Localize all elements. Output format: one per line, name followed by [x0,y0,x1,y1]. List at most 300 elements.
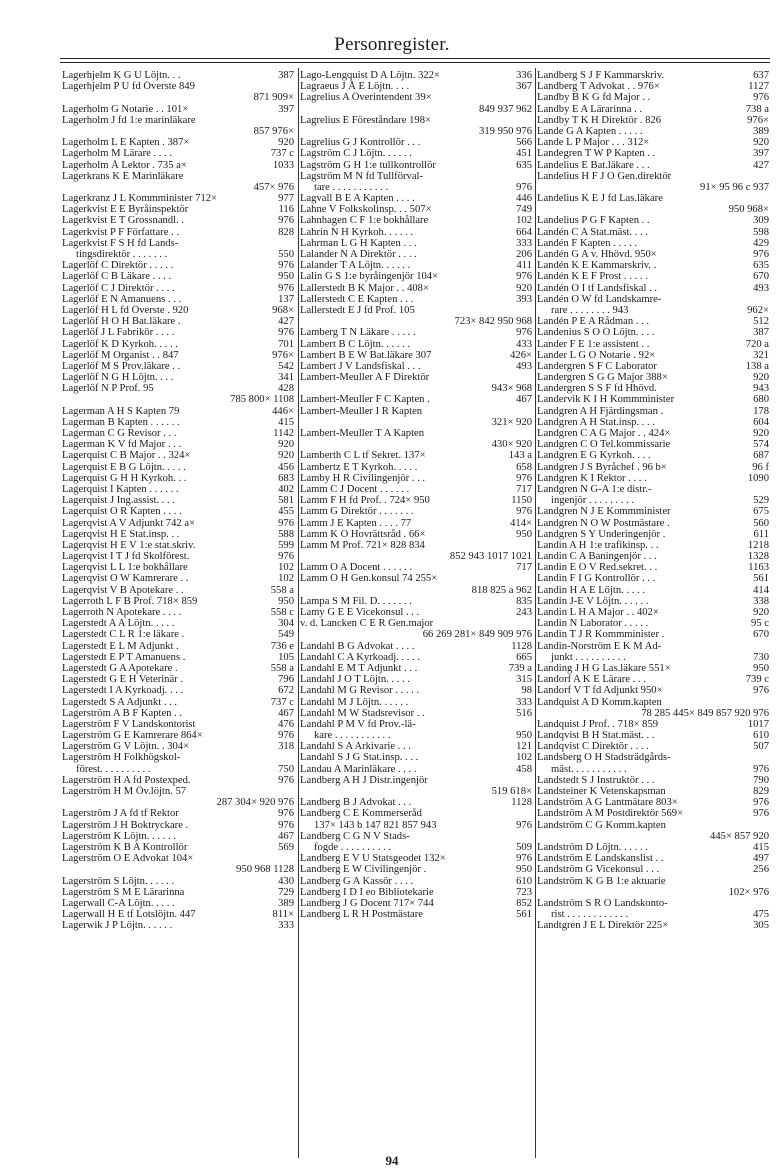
entry-name: Landstedt S J Instruktör . . . [537,774,655,786]
register-entry [62,193,294,204]
entry-pages: 287 304× 920 976 [216,797,294,809]
entry-name: Landgren K I Rektor . . . . [537,472,647,484]
entry-pages: 493 [516,360,532,372]
entry-name: Landby B K G fd Major . . [537,92,651,104]
register-entry [300,394,532,405]
register-entry [62,820,294,831]
register-entry [300,853,532,864]
entry-name: Landelius E Bat.läkare . . . [537,159,650,171]
register-entry [300,294,532,305]
register-entry [62,607,294,618]
entry-pages: 458 [516,763,532,775]
entry-name: Landahl M G Revisor . . . . . [300,685,420,697]
entry-name: Landelius P G F Kapten . . [537,215,650,227]
entry-pages: 729 [278,886,294,898]
entry-name: Landin T J R Kommminister . [537,629,665,641]
entry-pages: 96 f [752,461,769,473]
register-entry [537,160,769,171]
entry-pages: 680 [753,394,769,406]
entry-name: Lagerström J H Boktryckare . [62,819,189,831]
entry-name: Landahl E M T Adjunkt . . . [300,662,418,674]
entry-name: Lagerlöf C J Direktör . . . . [62,282,175,294]
register-entry [300,171,532,182]
register-entry [537,820,769,831]
register-entry [62,663,294,674]
register-entry [300,529,532,540]
register-entry [537,126,769,137]
register-entry [300,372,532,383]
register-entry [537,238,769,249]
entry-pages: 387 [278,70,294,81]
entry-pages: 433 [516,338,532,350]
register-entry [537,808,769,819]
register-entry [62,495,294,506]
register-entry [300,540,532,551]
entry-name: Lagerwall C-A Löjtn. . . . . [62,897,175,909]
register-entry [537,663,769,674]
register-entry [537,831,769,842]
register-entry [300,327,532,338]
entry-name: Lambert J V Landsfiskal . . . [300,360,421,372]
entry-pages: 336 [516,70,532,81]
register-entry [62,540,294,551]
register-entry [537,764,769,775]
entry-name: Lamm G Direktör . . . . . . . [300,506,414,518]
register-entry [300,104,532,115]
entry-name: Lahne V Folkskolinsp. . . 507× [300,204,432,216]
entry-name: Lagerqvist H E Stat.insp. . . [62,528,180,540]
register-entry [300,808,532,819]
entry-pages: 739 c [745,674,769,686]
register-entry [537,585,769,596]
entry-name: Lamby H R Civilingenjör . . . [300,472,426,484]
register-entry [537,115,769,126]
entry-pages: 121 [516,741,532,753]
entry-pages: 976 [516,506,532,518]
register-entry [62,562,294,573]
entry-name: Lagerstedt S A Adjunkt . . . [62,696,178,708]
entry-name: Landegren T W P Kapten . . [537,148,656,160]
entry-name: Landgren C A G Major . . 424× [537,428,671,439]
entry-name: Landén O I tf Landsfiskal . . [537,282,658,294]
entry-name: Lande L P Major . . . 312× [537,137,650,149]
entry-name: Landström D Löjtn. . . . . . [537,841,648,853]
register-entry [537,137,769,148]
entry-name: Lamm K O Hovrättsråd . 66× [300,528,426,540]
register-entry [62,462,294,473]
page-number: 94 [385,1153,399,1168]
entry-name: Lagerström H Folkhögskol- [62,752,181,764]
entry-name: Lamy G E E Vicekonsul . . . [300,607,420,618]
entry-pages: 976 [753,685,769,697]
entry-name: Lagström G H 1:e tullkontrollör [300,159,436,171]
entry-pages: 920 [753,428,769,439]
entry-pages: 976 [278,774,294,786]
register-entry [300,350,532,361]
register-entry [537,81,769,92]
entry-name: Landgren C O Tel.kommissarie [537,439,671,451]
entry-pages: 1128 [511,640,532,652]
entry-name: 137× 143 b 147 821 857 943 [314,819,437,831]
register-entry [62,909,294,920]
entry-name: Lander L G O Notarie . 92× [537,349,656,361]
entry-pages: 977 [278,193,294,205]
entry-name: Lagerstedt G E H Veterinär . [62,674,183,686]
register-entry [62,204,294,215]
register-entry [300,708,532,719]
entry-pages: 475 [753,909,769,921]
entry-pages: 574 [753,439,769,451]
register-entry [300,81,532,92]
entry-name: Lagerqvist I T J fd Skolförest. [62,551,190,563]
register-entry [62,898,294,909]
entry-pages: 389 [278,897,294,909]
register-entry [62,238,294,249]
register-entry [62,372,294,383]
register-entry [300,685,532,696]
register-entry [300,215,532,226]
entry-name: Landberg A H J Distr.ingenjör [300,774,428,786]
entry-name: Lagerström S Löjtn. . . . . . [62,875,175,887]
register-entry [300,439,532,450]
register-entry [537,327,769,338]
register-entry [537,92,769,103]
register-entry [62,887,294,898]
register-entry [300,730,532,741]
entry-name: Lagerwik J P Löjtn. . . . . . [62,920,173,932]
register-entry [300,674,532,685]
register-entry [300,607,532,618]
entry-name: Lagerquist E B G Löjtn. . . . . [62,461,186,473]
register-entry [537,607,769,618]
register-entry [537,372,769,383]
entry-pages: 920 [753,137,769,149]
register-entry [300,383,532,394]
register-entry [62,529,294,540]
entry-pages: 976 [516,271,532,283]
entry-pages: 427 [278,316,294,328]
register-entry [300,148,532,159]
entry-name: Landén C A Stat.mäst. . . . [537,226,648,238]
entry-name: Lagrelius A Överintendent 39× [300,92,432,104]
register-entry [537,283,769,294]
register-entry [62,697,294,708]
entry-pages: 566 [516,137,532,149]
register-entry [62,618,294,629]
entry-pages: 950 968× [728,204,769,216]
register-entry [300,115,532,126]
entry-pages: 451 [516,148,532,160]
register-entry [300,271,532,282]
register-entry [62,518,294,529]
entry-pages: 550 [278,249,294,260]
entry-name: Lagerström H M Öv.löjtn. 57 [62,786,187,797]
entry-pages: 529 [753,495,769,507]
entry-name: Lagerlöf M Organist . . 847 [62,349,179,361]
entry-pages: 402 [278,483,294,495]
entry-name: Lande G A Kapten . . . . . [537,125,643,137]
entry-name: Lamm F H fd Prof. . 724× 950 [300,495,430,507]
entry-name: Landström G Vicekonsul . . . [537,864,660,876]
entry-pages: 445× 857 920 [710,830,769,842]
entry-pages: 723 [516,886,532,898]
register-entry [300,70,532,81]
entry-pages: 1033 [272,159,294,171]
entry-pages: 950 [278,595,294,607]
entry-pages: 102 [278,573,294,585]
register-entry [62,260,294,271]
register-entry [62,752,294,763]
entry-pages: 598 [753,226,769,238]
entry-pages: 457× 976 [253,181,294,193]
register-entry [62,864,294,875]
entry-name: Landgren N G-A 1:e distr.- [537,483,652,495]
entry-name: Lagerroth L F B Prof. 718× 859 [62,595,198,607]
register-entry [62,316,294,327]
entry-pages: 1218 [747,539,769,551]
register-entry [300,752,532,763]
register-entry [62,137,294,148]
entry-pages: 467 [516,394,532,406]
entry-pages: 243 [516,607,532,618]
entry-pages: 635 [516,159,532,171]
entry-pages: 389 [753,125,769,137]
entry-name: Landén F Kapten . . . . . [537,237,638,249]
entry-pages: 976 [278,819,294,831]
entry-pages: 138 a [745,360,769,372]
register-entry [537,618,769,629]
register-entry [62,484,294,495]
entry-name: förest. . . . . . . . . . [76,763,151,775]
register-entry [537,674,769,685]
entry-name: tare . . . . . . . . . . . [314,181,389,193]
entry-pages: 116 [278,204,294,216]
register-column-3 [537,70,769,931]
entry-name: Lamm O A Docent . . . . . . [300,562,413,574]
entry-name: Lagerquist I Kapten . . . . . . [62,483,179,495]
entry-name: Lagerkvist P F Författare . . [62,226,179,238]
entry-pages: 828 [278,226,294,238]
entry-pages: 411 [516,260,532,272]
entry-name: Lahnhagen C F 1:e bokhållare [300,215,429,227]
entry-pages: 920 [753,607,769,618]
entry-name: Lagerlöf H L fd Överste . 920 [62,304,189,316]
register-entry [62,573,294,584]
entry-pages: 950 [753,662,769,674]
entry-name: Landberg J G Docent 717× 744 [300,897,434,909]
entry-pages: 829 [753,786,769,797]
entry-pages: 102 [516,215,532,227]
entry-name: Lagerkvist E T Grossnandl. . [62,215,185,227]
register-entry [537,450,769,461]
register-entry [300,842,532,853]
register-entry [537,361,769,372]
entry-pages: 256 [753,864,769,876]
entry-name: Landahl C A Kyrkoadj. . . . . [300,651,421,663]
page-title: Personregister. [334,34,450,55]
register-entry [62,797,294,808]
register-entry [537,182,769,193]
register-entry [300,887,532,898]
register-entry [300,204,532,215]
register-entry [62,417,294,428]
entry-name: v. d. Lancken C E R Gen.major [300,618,434,630]
register-entry [300,652,532,663]
entry-pages: 415 [278,416,294,428]
entry-pages: 950 [516,528,532,540]
entry-pages: 637 [753,70,769,81]
entry-pages: 178 [753,405,769,417]
register-entry [537,573,769,584]
entry-pages: 558 a [270,662,294,674]
register-entry [300,160,532,171]
entry-pages: 675 [753,506,769,518]
register-entry [300,663,532,674]
entry-pages: 976 [278,260,294,272]
entry-pages: 962× [747,304,769,316]
entry-name: Lagerqvist O W Kamrerare . . [62,573,189,585]
register-entry [62,92,294,103]
entry-name: Lambert B C Löjtn. . . . . . [300,338,411,350]
entry-name: Landgren N J E Kommminister [537,506,671,518]
entry-name: Lagrelius E Föreståndare 198× [300,114,431,126]
entry-pages: 976 [753,92,769,104]
entry-name: Lamm M Prof. 721× 828 834 [300,539,425,551]
register-entry [62,920,294,931]
entry-name: Lagerquist J Ing.assist. . . . [62,495,175,507]
entry-name: Landergren S S F fd Hhövd. [537,383,657,395]
entry-pages: 429 [753,237,769,249]
entry-pages: 387 [753,327,769,339]
entry-pages: 683 [278,472,294,484]
entry-name: Lagerstedt C L R 1:e läkare . [62,629,185,641]
entry-name: Lagerlöf M S Prov.läkare . . [62,360,181,372]
register-entry [300,92,532,103]
entry-name: Landin F I G Kontrollör . . . [537,573,656,585]
register-entry [300,573,532,584]
register-entry [62,283,294,294]
entry-name: Landby T K H Direktör . 826 [537,114,662,126]
entry-pages: 976 [753,763,769,775]
entry-pages: 976 [753,249,769,260]
entry-pages: 720 a [745,338,769,350]
entry-name: Lagerman C G Revisor . . . [62,428,177,439]
register-entry [537,629,769,640]
register-entry [537,406,769,417]
entry-name: Landén G A v. Hhövd. 950× [537,249,657,260]
register-entry [300,518,532,529]
entry-name: ingenjör . . . . . . . . . [551,495,634,507]
register-entry [62,551,294,562]
register-entry [300,864,532,875]
register-entry [537,484,769,495]
entry-pages: 98 [521,685,532,697]
register-entry [62,708,294,719]
register-entry [537,227,769,238]
register-entry [62,81,294,92]
register-entry [62,350,294,361]
entry-pages: 976 [516,327,532,339]
register-entry [62,876,294,887]
register-entry [537,786,769,797]
entry-name: Landgren E G Kyrkoh. . . . [537,450,651,462]
register-entry [62,450,294,461]
register-entry [537,473,769,484]
entry-name: Landin N Laborator . . . . . [537,618,649,630]
register-entry [62,775,294,786]
entry-name: Lagerqvist V B Apotekare . . [62,584,184,596]
entry-pages: 333 [516,696,532,708]
entry-name: Landahl B G Advokat . . . . [300,640,415,652]
register-entry [537,876,769,887]
entry-pages: 446 [516,193,532,205]
register-entry [300,339,532,350]
entry-pages: 950 [516,730,532,742]
entry-name: Lagerström A B F Kapten . . [62,707,183,719]
entry-pages: 497 [753,853,769,865]
entry-pages: 367 [516,81,532,93]
entry-pages: 738 a [745,103,769,115]
entry-pages: 968× [272,304,294,316]
entry-name: Landin E O V Red.sekret. . . [537,562,658,574]
entry-name: Landin H A E Löjtn. . . . . [537,584,645,596]
register-entry [300,450,532,461]
entry-name: Lagerlöf H O H Bat.läkare . [62,316,181,328]
entry-name: Lagerström K B A Kontrollör [62,841,188,853]
entry-name: Landelius H F J O Gen.direktör [537,170,672,182]
register-entry [300,741,532,752]
entry-pages: 943× 968 [491,383,532,395]
register-entry [62,730,294,741]
entry-pages: 976 [516,181,532,193]
register-entry [537,864,769,875]
entry-pages: 610 [516,875,532,887]
entry-name: Lagerman A H S Kapten 79 [62,405,180,417]
register-entry [300,551,532,562]
entry-name: Lamm O H Gen.konsul 74 255× [300,573,438,585]
entry-name: Landén O W fd Landskamre- [537,293,662,305]
entry-name: Landgren A H Fjärdingsman . [537,405,664,417]
entry-name: Lahrman L G H Kapten . . . [300,237,417,249]
entry-name: Landin L H A Major . . 402× [537,607,659,618]
register-entry [62,685,294,696]
entry-name: rare . . . . . . . . 943 [551,304,629,316]
entry-pages: 950 [278,271,294,283]
register-entry [537,853,769,864]
entry-name: Landberg L R H Postmästare [300,909,423,921]
register-entry [62,842,294,853]
entry-pages: 507 [753,741,769,753]
entry-pages: 723× 842 950 968 [454,316,532,328]
entry-name: Lagerstedt I A Kyrkoadj. . . . [62,685,184,697]
entry-pages: 560 [753,517,769,529]
entry-name: Lagerlöf K D Kyrkoh. . . . . [62,338,178,350]
register-column-1 [62,70,294,931]
entry-name: rist . . . . . . . . . . . . [551,909,629,921]
entry-name: Lamm C J Docent . . . . . . [300,483,410,495]
entry-pages: 736 e [270,640,294,652]
entry-pages: 427 [753,159,769,171]
entry-name: Lagerström J A fd tf Rektor [62,808,179,820]
entry-name: Lagerquist O R Kapten . . . . [62,506,182,518]
entry-name: Lagström M N fd Tullförval- [300,170,424,182]
entry-pages: 426× [510,349,532,361]
register-entry [537,383,769,394]
register-entry [537,339,769,350]
entry-name: kare . . . . . . . . . . . [314,730,391,742]
entry-pages: 976 [516,472,532,484]
entry-pages: 95 c [751,618,769,630]
